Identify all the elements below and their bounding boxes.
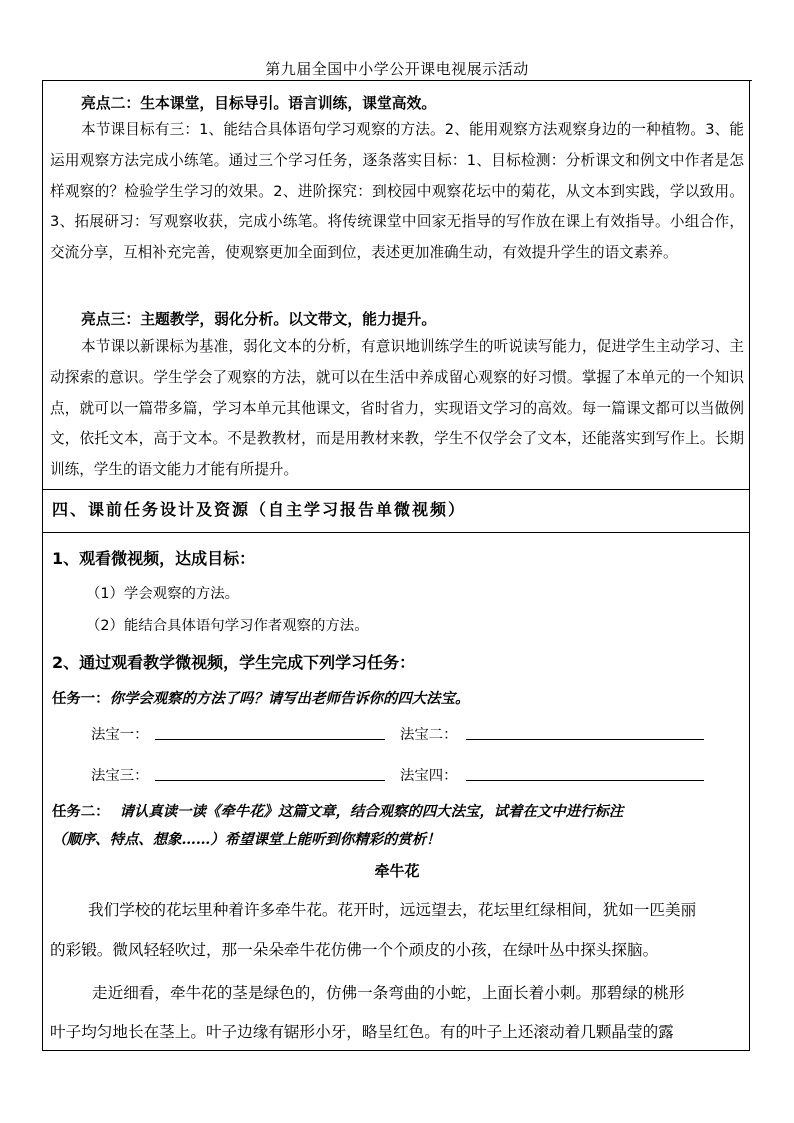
fabao-2-label: 法宝二：: [400, 727, 458, 743]
fabao-3-label: 法宝三：: [91, 768, 149, 784]
item1-goal-1: （1）学会观察的方法。: [86, 586, 240, 602]
task2: [52, 800, 623, 821]
task2-text-line1: 请认真读一读《牵牛花》这篇文章，结合观察的四大法宝，试着在文中进行标注: [119, 803, 624, 820]
task2-label: 任务二：: [52, 804, 110, 820]
fabao-3-blank[interactable]: [155, 780, 385, 781]
poem-line-3: 走近细看，牵牛花的茎是绿色的，仿佛一条弯曲的小蛇，上面长着小刺。那碧绿的桃形: [92, 984, 685, 1002]
fabao-4-blank[interactable]: [466, 780, 704, 781]
page-header-title: 第九届全国中小学公开课电视展示活动: [265, 60, 529, 78]
row-divider-section4: [42, 489, 750, 490]
item1-title: 1、观看微视频，达成目标：: [52, 549, 256, 568]
row-divider-section4-body: [42, 532, 750, 533]
highlight3-text: 本节课以新课标为基准，弱化文本的分析，有意识地训练学生的听说读写能力，促进学生主动学习、主动探索的意识。学生学会了观察的方法，就可以在生活中养成留心观察的好习惯。掌握了本单元的一个知识点，就可以一篇带多篇，学习本单元其他课文，省时省力，实现语文学习的高效。每一篇课文都可以当做例文，依托文本，高于文本。不是教教材，而是用教材来教，学生不仅学会了文本，还能落实到写作上。长期训练，学生的语文能力才能有所提升。: [50, 338, 744, 479]
fabao-1-blank[interactable]: [155, 739, 385, 740]
item2-title: 2、通过观看教学微视频，学生完成下列学习任务：: [52, 653, 416, 672]
fabao-4-label: 法宝四：: [400, 768, 458, 784]
highlight2-text: 本节课目标有三：1、能结合具体语句学习观察的方法。2、能用观察方法观察身边的一种植物。3、能运用观察方法完成小练笔。通过三个学习任务，逐条落实目标：1、目标检测：分析课文和例文中作者是怎样观察的？检验学生学习的效果。2、进阶探究：到校园中观察花坛中的菊花，从文本到实践，学以致用。3、拓展研习：写观察收获，完成小练笔。将传统课堂中回家无指导的写作放在课上有效指导。小组合作，交流分享，互相补充完善，使观察更加全面到位，表述更加准确生动，有效提升学生的语文素养。: [50, 121, 744, 262]
section4-title: 四、课前任务设计及资源（自主学习报告单微视频）: [52, 500, 467, 519]
task2-line2: [52, 828, 441, 849]
task1-label: 任务一：: [52, 691, 110, 707]
poem-title: 牵牛花: [374, 862, 420, 880]
poem-line-2: 的彩锻。微风轻轻吹过，那一朵朵牵牛花仿佛一个个顽皮的小孩，在绿叶丛中探头探脑。: [50, 941, 659, 959]
fabao-2-blank[interactable]: [466, 739, 704, 740]
highlight2-title: 亮点二：生本课堂，目标导引。语言训练，课堂高效。: [81, 95, 437, 112]
task1-text: 你学会观察的方法了吗？请写出老师告诉你的四大法宝。: [109, 690, 470, 707]
task2-text-line2: （顺序、特点、想象……）希望课堂上能听到你精彩的赏析！: [52, 831, 441, 848]
poem-line-4: 叶子均匀地长在茎上。叶子边缘有锯形小牙，略呈红色。有的叶子上还滚动着几颗晶莹的露: [50, 1023, 674, 1041]
item1-goal-2: （2）能结合具体语句学习作者观察的方法。: [86, 618, 369, 634]
task1: [52, 687, 469, 708]
fabao-1-label: 法宝一：: [91, 727, 149, 743]
highlight3-title: 亮点三：主题教学，弱化分析。以文带文，能力提升。: [81, 311, 437, 328]
poem-line-1: 我们学校的花坛里种着许多牵牛花。花开时，远远望去，花坛里红绿相间，犹如一匹美丽: [88, 901, 697, 919]
